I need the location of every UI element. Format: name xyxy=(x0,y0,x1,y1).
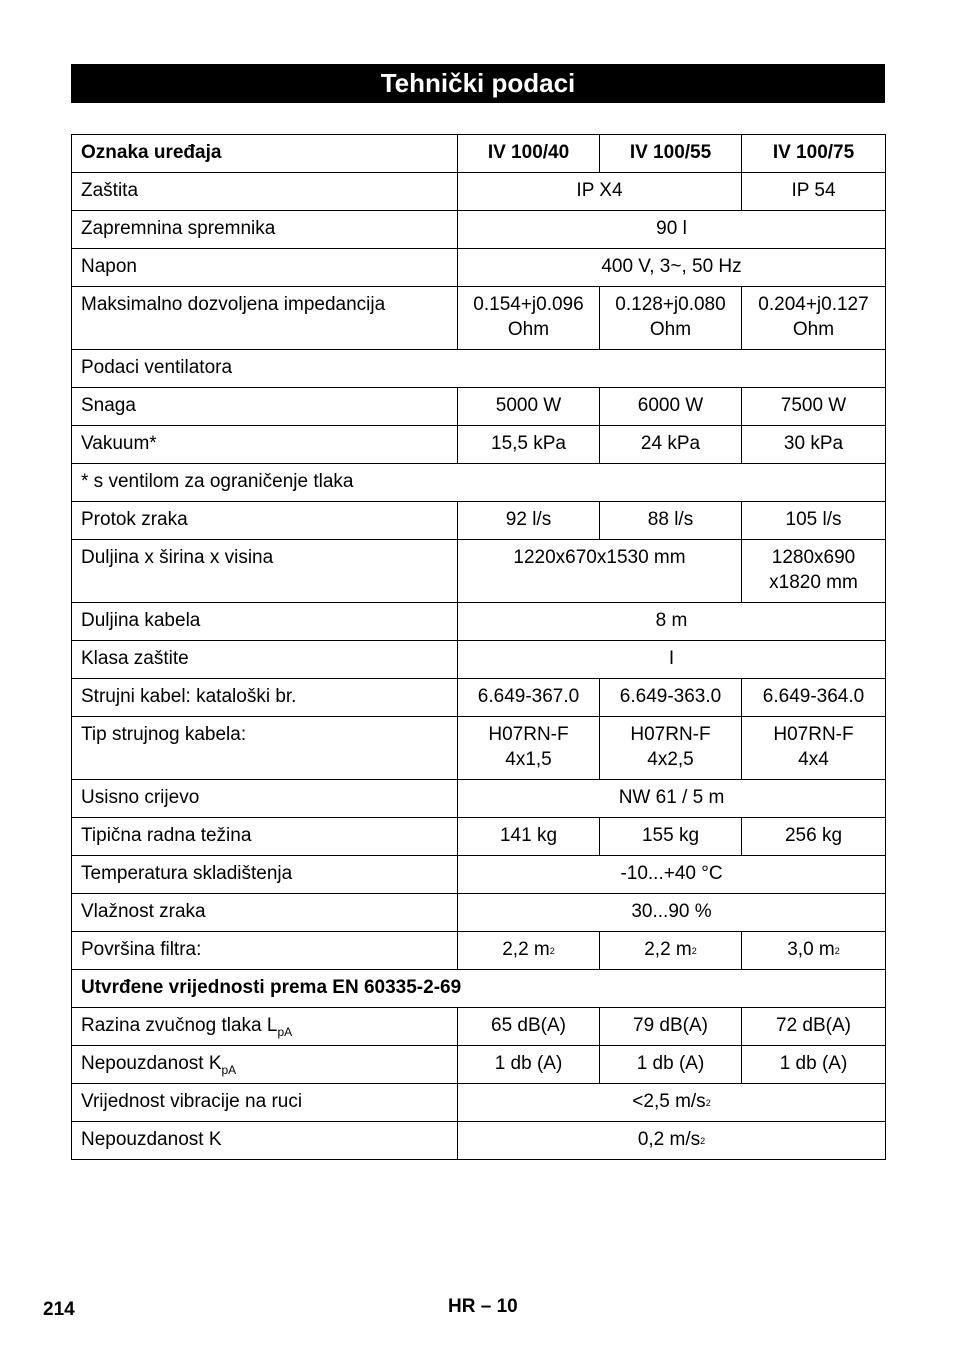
row-value xyxy=(600,287,742,350)
row-value: 1 db (A) xyxy=(458,1046,600,1084)
row-label: Temperatura skladištenja xyxy=(72,856,458,894)
table-row-zapremnina xyxy=(72,211,886,249)
table-row-zastita xyxy=(72,173,886,211)
row-label: Vakuum* xyxy=(72,426,458,464)
unit-superscript: 2 xyxy=(691,946,697,956)
row-value xyxy=(742,932,886,970)
table-row-nepouzdanost-k xyxy=(72,1122,886,1160)
row-value xyxy=(458,1122,886,1160)
table-row-tezina xyxy=(72,818,886,856)
row-label: Duljina x širina x visina xyxy=(72,540,458,603)
value-line: 4x4 xyxy=(798,749,829,770)
row-label: Napon xyxy=(72,249,458,287)
row-label: Vrijednost vibracije na ruci xyxy=(72,1084,458,1122)
row-value: 6.649-363.0 xyxy=(600,679,742,717)
row-value: 7500 W xyxy=(742,388,886,426)
table-header-row xyxy=(72,135,886,173)
row-value: 8 m xyxy=(458,603,886,641)
value-line: x1820 mm xyxy=(769,572,858,593)
header-label: Oznaka uređaja xyxy=(72,135,458,173)
row-value xyxy=(742,287,886,350)
row-value xyxy=(458,717,600,780)
row-label xyxy=(72,1008,458,1046)
table-row-snaga xyxy=(72,388,886,426)
label-subscript: pA xyxy=(221,1063,237,1077)
row-label: Tipična radna težina xyxy=(72,818,458,856)
row-label: Strujni kabel: kataloški br. xyxy=(72,679,458,717)
row-label: Nepouzdanost K xyxy=(72,1122,458,1160)
table-row-ventilator xyxy=(72,350,886,388)
value-text: 3,0 m xyxy=(787,939,835,960)
row-label xyxy=(72,1046,458,1084)
value-line: H07RN-F xyxy=(488,724,569,745)
value-line: 0.128+j0.080 xyxy=(615,294,726,315)
table-row-nepouzdanost-kpa xyxy=(72,1046,886,1084)
table-row-dimenzije xyxy=(72,540,886,603)
page-title-text: Tehnički podaci xyxy=(380,68,576,98)
row-value: IP 54 xyxy=(742,173,886,211)
header-model-2: IV 100/55 xyxy=(600,135,742,173)
value-line: Ohm xyxy=(507,319,550,340)
row-label: Klasa zaštite xyxy=(72,641,458,679)
table-row-impedancija xyxy=(72,287,886,350)
row-value: 79 dB(A) xyxy=(600,1008,742,1046)
row-label: Usisno crijevo xyxy=(72,780,458,818)
row-value: 30...90 % xyxy=(458,894,886,932)
value-line: 0.204+j0.127 xyxy=(758,294,869,315)
row-value xyxy=(742,717,886,780)
table-row-vibracije xyxy=(72,1084,886,1122)
row-value: 6.649-367.0 xyxy=(458,679,600,717)
label-text: Nepouzdanost K xyxy=(81,1053,222,1074)
value-line: H07RN-F xyxy=(630,724,711,745)
row-label: Maksimalno dozvoljena impedancija xyxy=(72,287,458,350)
footnote-label: * s ventilom za ograničenje tlaka xyxy=(72,464,886,502)
row-value: 92 l/s xyxy=(458,502,600,540)
row-value: 1 db (A) xyxy=(600,1046,742,1084)
value-line: 4x1,5 xyxy=(505,749,552,770)
table-row-temperatura xyxy=(72,856,886,894)
row-value: 1 db (A) xyxy=(742,1046,886,1084)
row-value: 105 l/s xyxy=(742,502,886,540)
row-value: 90 l xyxy=(458,211,886,249)
row-value: 155 kg xyxy=(600,818,742,856)
value-text: 0,2 m/s xyxy=(637,1129,701,1150)
table-row-vlaznost xyxy=(72,894,886,932)
table-row-filtar xyxy=(72,932,886,970)
row-value: 72 dB(A) xyxy=(742,1008,886,1046)
unit-superscript: 2 xyxy=(700,1136,706,1146)
row-value: 400 V, 3~, 50 Hz xyxy=(458,249,886,287)
row-value xyxy=(742,540,886,603)
row-value: 5000 W xyxy=(458,388,600,426)
row-value: 65 dB(A) xyxy=(458,1008,600,1046)
row-label: Protok zraka xyxy=(72,502,458,540)
row-value xyxy=(600,932,742,970)
row-label: Duljina kabela xyxy=(72,603,458,641)
row-label: Snaga xyxy=(72,388,458,426)
row-label: Vlažnost zraka xyxy=(72,894,458,932)
row-value xyxy=(458,932,600,970)
unit-superscript: 2 xyxy=(549,946,555,956)
value-text: 2,2 m xyxy=(644,939,692,960)
value-line: 0.154+j0.096 xyxy=(473,294,584,315)
row-value: -10...+40 °C xyxy=(458,856,886,894)
row-value: 6000 W xyxy=(600,388,742,426)
table-row-napon xyxy=(72,249,886,287)
row-value: NW 61 / 5 m xyxy=(458,780,886,818)
page-title xyxy=(71,64,885,103)
value-line: 1280x690 xyxy=(771,547,856,568)
unit-superscript: 2 xyxy=(834,946,840,956)
language-page-label: HR – 10 xyxy=(448,1296,518,1317)
header-model-1: IV 100/40 xyxy=(458,135,600,173)
row-value: IP X4 xyxy=(458,173,742,211)
table-row-klasa xyxy=(72,641,886,679)
table-row-vakuum xyxy=(72,426,886,464)
table-row-crijevo xyxy=(72,780,886,818)
table-row-kabel-br xyxy=(72,679,886,717)
row-value: 88 l/s xyxy=(600,502,742,540)
value-line: 4x2,5 xyxy=(647,749,694,770)
value-text: 2,2 m xyxy=(502,939,550,960)
row-value xyxy=(600,717,742,780)
row-value: 30 kPa xyxy=(742,426,886,464)
table-row-napomena xyxy=(72,464,886,502)
row-value xyxy=(458,1084,886,1122)
row-value: 1220x670x1530 mm xyxy=(458,540,742,603)
technical-data-table xyxy=(71,134,886,1160)
page-number: 214 xyxy=(43,1299,75,1320)
label-subscript: pA xyxy=(277,1025,293,1039)
table-row-zvuk xyxy=(72,1008,886,1046)
row-label: Zaštita xyxy=(72,173,458,211)
row-value: 141 kg xyxy=(458,818,600,856)
row-value: 6.649-364.0 xyxy=(742,679,886,717)
row-label: Površina filtra: xyxy=(72,932,458,970)
table-row-kabel-tip xyxy=(72,717,886,780)
row-value: 15,5 kPa xyxy=(458,426,600,464)
unit-superscript: 2 xyxy=(705,1098,711,1108)
section-label: Utvrđene vrijednosti prema EN 60335-2-69 xyxy=(72,970,886,1008)
section-label: Podaci ventilatora xyxy=(72,350,886,388)
row-value xyxy=(458,287,600,350)
table-row-protok xyxy=(72,502,886,540)
value-line: Ohm xyxy=(649,319,692,340)
header-model-3: IV 100/75 xyxy=(742,135,886,173)
row-value: I xyxy=(458,641,886,679)
value-line: Ohm xyxy=(792,319,835,340)
row-label: Tip strujnog kabela: xyxy=(72,717,458,780)
table-row-kabel-duljina xyxy=(72,603,886,641)
value-line: H07RN-F xyxy=(773,724,854,745)
row-label: Zapremnina spremnika xyxy=(72,211,458,249)
label-text: Razina zvučnog tlaka L xyxy=(81,1015,278,1036)
value-text: <2,5 m/s xyxy=(632,1091,706,1112)
row-value: 24 kPa xyxy=(600,426,742,464)
table-row-en-section xyxy=(72,970,886,1008)
row-value: 256 kg xyxy=(742,818,886,856)
